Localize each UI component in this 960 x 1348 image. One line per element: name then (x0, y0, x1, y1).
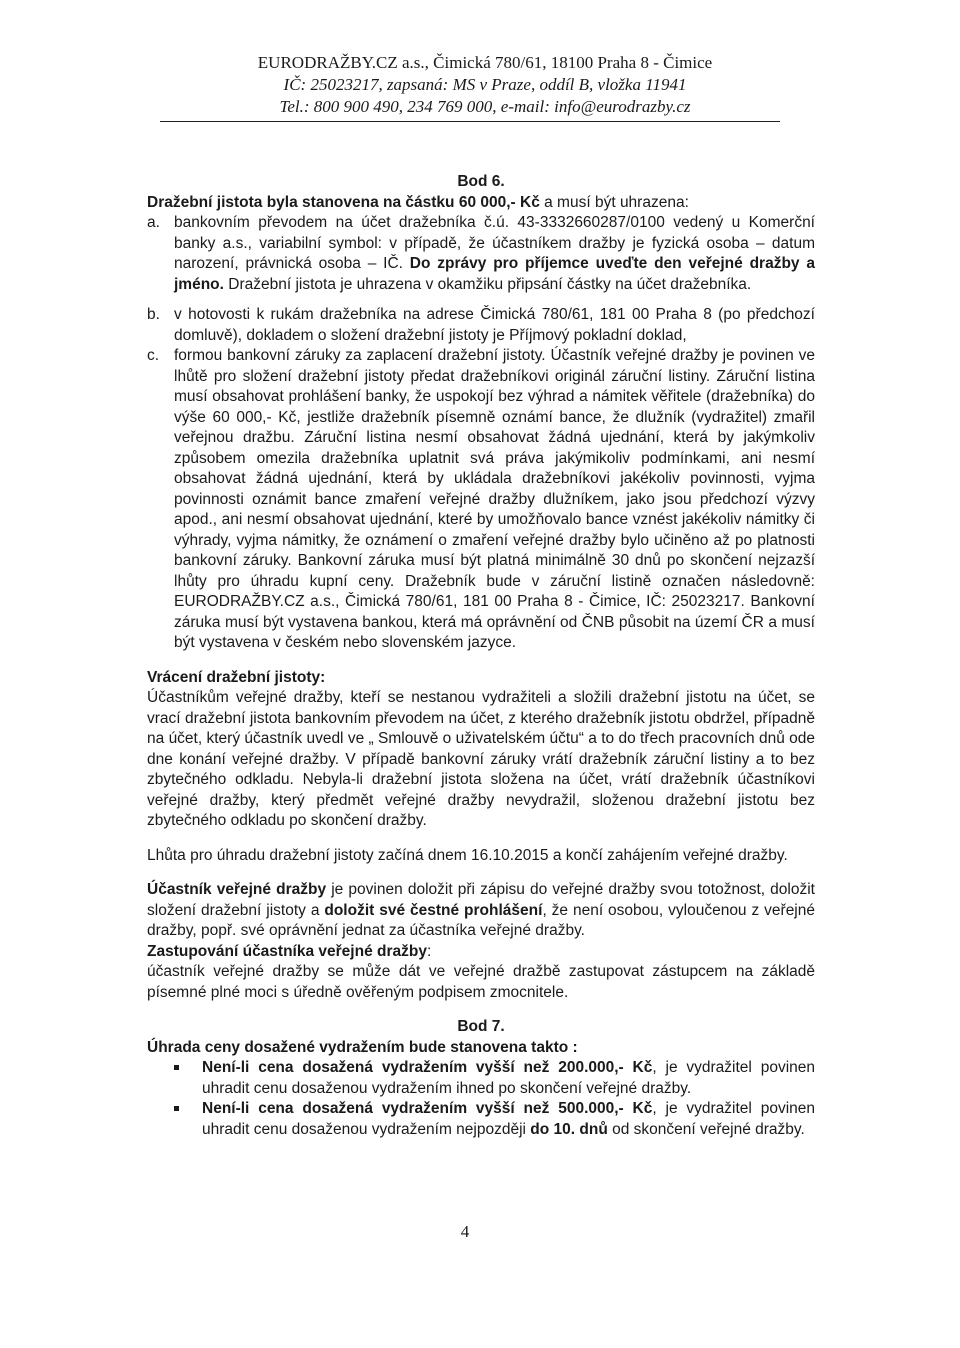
payment-option-a (147, 213, 815, 295)
header-rule (160, 121, 780, 122)
bod6-intro (147, 193, 815, 214)
page-number: 4 (460, 1222, 470, 1241)
bullet-icon (174, 1106, 179, 1111)
representation-text: účastník veřejné dražby se může dát ve veřejné dražbě zastupovat zástupcem na základě písemné plné moci s úředně ověřeným podpisem zmocnitele. (147, 963, 815, 1001)
deadline-text: Lhůta pro úhradu dražební jistoty začíná dnem 16.10.2015 a končí zahájením veřejné dražby. (147, 846, 788, 864)
representation-heading: Zastupování účastníka veřejné dražby: (147, 942, 432, 960)
bod6-intro-rest: a musí být uhrazena: (539, 193, 689, 211)
letterhead-registration: IČ: 25023217, zapsaná: MS v Praze, oddíl B, vložka 11941 (283, 75, 687, 94)
letterhead (160, 52, 810, 118)
option-marker: b. (147, 306, 160, 323)
participant-bold: Účastník veřejné dražby (147, 881, 327, 898)
option-a-bold: Do zprávy pro příjemce uveďte den veřejné dražby a jméno. (174, 255, 815, 293)
refund-heading: Vrácení dražební jistoty: (147, 668, 326, 686)
option-marker: a. (147, 214, 160, 231)
option-a-text1: bankovním převodem na účet dražebníka č.ú. 43-3332660287/0100 vedený u Komerční banky a.s., variabilní symbol: v případě, že účastníkem dražby je fyzická osoba – datum narození, právnická osoba – IČ. (174, 214, 815, 272)
option-b-text: v hotovosti k rukám dražebníka na adrese Čimická 780/61, 181 00 Praha 8 (po předchozí domluvě), dokladem o složení dražební jistoty je Příjmový pokladní doklad, (174, 306, 815, 344)
payment-option-c (147, 346, 815, 654)
payment-terms-list (147, 1058, 815, 1140)
letterhead-company: EURODRAŽBY.CZ a.s., Čimická 780/61, 18100 Praha 8 - Čimice (257, 53, 713, 72)
refund-text: Účastníkům veřejné dražby, kteří se nestanou vydražiteli a složili dražební jistotu na účet, se vrací dražební jistota bankovním převodem na účet, z kterého dražebník jistotu obdržel, případně na účet, který účastník uvedl ve „ Smlouvě o uživatelském účtu“ a to do třech pracovních dnů ode dne konání veřejné dražby. V případě bankovní záruky vrátí dražebník záruční listiny a to bez zbytečného odkladu. Nebyla-li dražební jistota složena na účet, vrátí dražebník účastníkovi veřejné dražby, který předmět veřejné dražby nevydražil, složenou dražební jistotu bez zbytečného odkladu po skončení dražby. (147, 689, 815, 829)
bullet-icon (174, 1065, 179, 1070)
participant-paragraph: Účastník veřejné dražby je povinen doložit při zápisu do veřejné dražby svou totožnost, doložit složení dražební jistoty a doložit své čestné prohlášení, že není osobou, vyloučenou z veřejné dražby, popř. své oprávnění jednat za účastníka veřejné dražby. (147, 881, 815, 939)
payment-term-item: Není-li cena dosažená vydražením vyšší než 500.000,- Kč, je vydražitel povinen uhradit cenu dosaženou vydražením nejpozději do 10. dnů od skončení veřejné dražby. (202, 1099, 815, 1140)
payment-option-b (147, 305, 815, 346)
declaration-bold: doložit své čestné prohlášení (324, 901, 543, 919)
payment-term-item: Není-li cena dosažená vydražením vyšší než 200.000,- Kč, je vydražitel povinen uhradit cenu dosaženou vydražením ihned po skončení veřejné dražby. (202, 1058, 815, 1099)
bod7-heading: Bod 7. (457, 1018, 505, 1035)
option-c-text: formou bankovní záruky za zaplacení dražební jistoty. Účastník veřejné dražby je povinen ve lhůtě pro složení dražební jistoty předat dražebníkovi originál záruční listiny. Záruční listina musí obsahovat prohlášení banky, že uspokojí bez výhrad a námitek věřitele (dražebníka) do výše 60 000,- Kč, jestliže dražebník písemně oznámí bance, že dlužník (vydražitel) zmařil veřejnou dražbu. Záruční listina nesmí obsahovat žádná ujednání, která by jakýmkoliv způsobem omezila dražebníka uplatnit svá práva jakýmikoliv podmínkami, ani nesmí obsahovat žádná ujednání, která by ukládala dražebníkovi jakékoliv povinnosti, vyjma povinnosti oznámit bance zmaření veřejné dražby dlužníkem, jako jsou předchozí výzvy apod., ani nesmí obsahovat ujednání, které by umožňovalo bance vznést jakékoliv námitky či výhrady, vyjma námitky, že oznámení o zmaření veřejné dražby bylo učiněno až po platnosti bankovní záruky. Bankovní záruka musí být platná minimálně 30 dnů po skončení nejzazší lhůty pro úhradu kupní ceny. Dražebník bude v záruční listině označen následovně: EURODRAŽBY.CZ a.s., Čimická 780/61, 181 00 Praha 8 - Čimice, IČ: 25023217. Bankovní záruka musí být vystavena bankou, která má oprávnění od ČNB působit na území ČR a musí být vystavena v českém nebo slovenském jazyce. (174, 347, 815, 651)
option-marker: c. (147, 347, 160, 364)
bod6-intro-bold: Dražební jistota byla stanovena na částku 60 000,- Kč (147, 193, 540, 211)
letterhead-contact: Tel.: 800 900 490, 234 769 000, e-mail: info@eurodrazby.cz (279, 97, 691, 116)
document-body (147, 172, 815, 1140)
bod6-heading: Bod 6. (457, 173, 505, 190)
option-a-text2: Dražební jistota je uhrazena v okamžiku připsání částky na účet dražebníka. (223, 275, 752, 293)
bod7-subheading: Úhrada ceny dosažené vydražením bude stanovena takto : (147, 1038, 578, 1056)
